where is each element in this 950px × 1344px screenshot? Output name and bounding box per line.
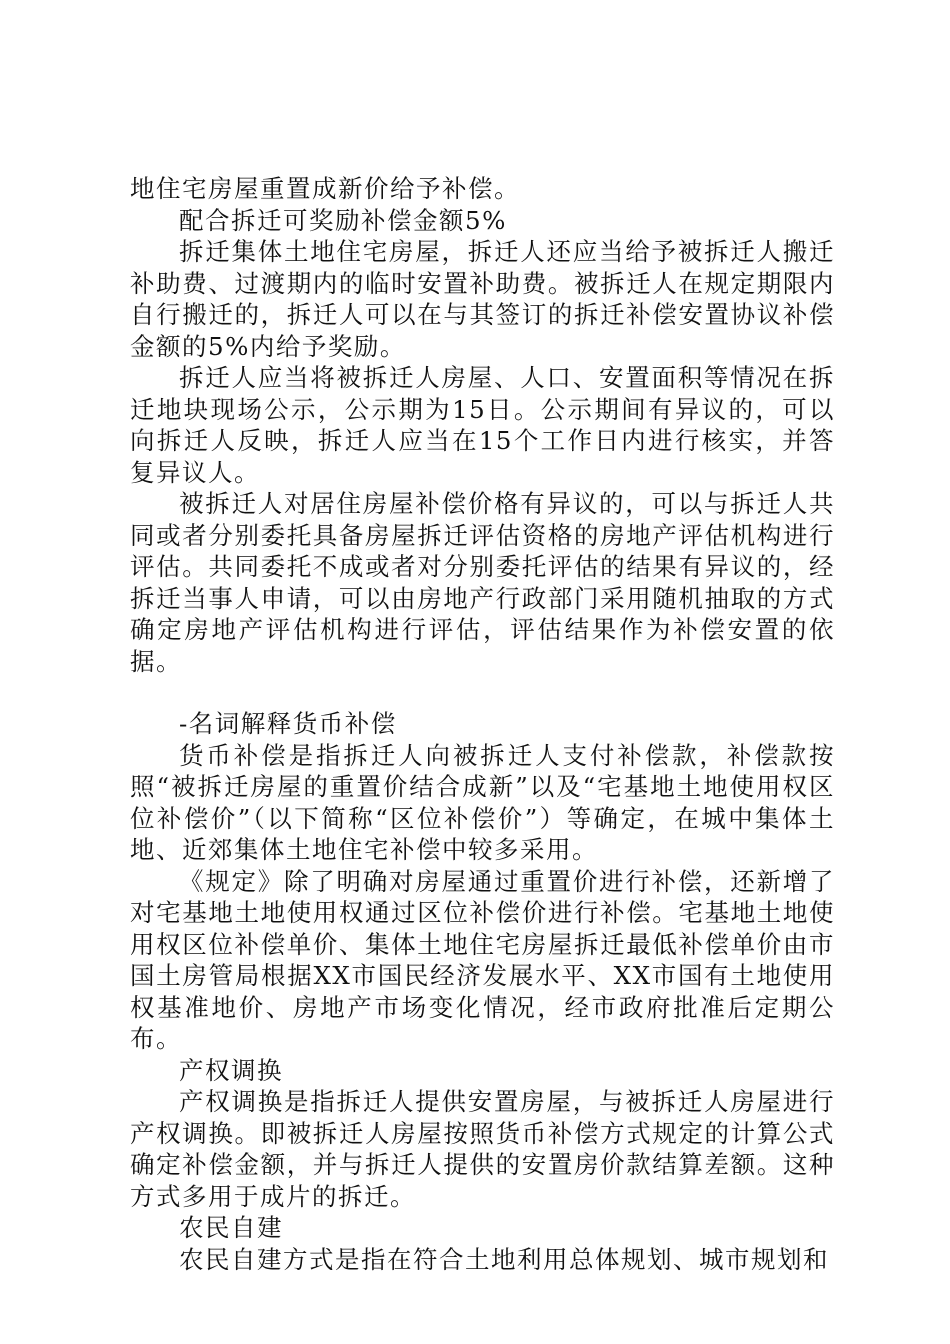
paragraph: 《规定》除了明确对房屋通过重置价进行补偿，还新增了对宅基地土地使用权通过区位补偿价进行补偿。宅基地土地使用权区位补偿单价、集体土地住宅房屋拆迁最低补偿单价由市国土房管局根据XX市国民经济发展水平、XX市国有土地使用权基准地价、房地产市场变化情况，经市政府批准后定期公布。 (130, 866, 835, 1053)
paragraph: 产权调换是指拆迁人提供安置房屋，与被拆迁人房屋进行产权调换。即被拆迁人房屋按照货币补偿方式规定的计算公式确定补偿金额，并与拆迁人提供的安置房价款结算差额。这种方式多用于成片的拆迁。 (130, 1087, 835, 1211)
section-heading: 农民自建 (179, 1213, 283, 1242)
paragraph: 拆迁集体土地住宅房屋，拆迁人还应当给予被拆迁人搬迁补助费、过渡期内的临时安置补助费。被拆迁人在规定期限内自行搬迁的，拆迁人可以在与其签订的拆迁补偿安置协议补偿金额的5%内给予奖励。 (130, 237, 835, 361)
paragraph: 农民自建方式是指在符合土地利用总体规划、城市规划和 (179, 1244, 829, 1274)
paragraph: 拆迁人应当将被拆迁人房屋、人口、安置面积等情况在拆迁地块现场公示，公示期为15日。公示期间有异议的，可以向拆迁人反映，拆迁人应当在15个工作日内进行核实，并答复异议人。 (130, 363, 835, 487)
document-body (130, 173, 835, 1275)
section-heading: -名词解释货币补偿 (179, 709, 397, 738)
section-heading: 产权调换 (179, 1055, 283, 1085)
paragraph: 货币补偿是指拆迁人向被拆迁人支付补偿款，补偿款按照“被拆迁房屋的重置价结合成新”以及“宅基地土地使用权区位补偿价”（以下简称“区位补偿价”）等确定，在城中集体土地、近郊集体土地住宅补偿中较多采用。 (130, 740, 835, 864)
paragraph: 地住宅房屋重置成新价给予补偿。 (130, 174, 520, 203)
section-heading: 配合拆迁可奖励补偿金额5% (179, 205, 507, 235)
paragraph: 被拆迁人对居住房屋补偿价格有异议的，可以与拆迁人共同或者分别委托具备房屋拆迁评估资格的房地产评估机构进行评估。共同委托不成或者对分别委托评估的结果有异议的，经拆迁当事人申请，可以由房地产行政部门采用随机抽取的方式确定房地产评估机构进行评估，评估结果作为补偿安置的依据。 (130, 489, 835, 676)
